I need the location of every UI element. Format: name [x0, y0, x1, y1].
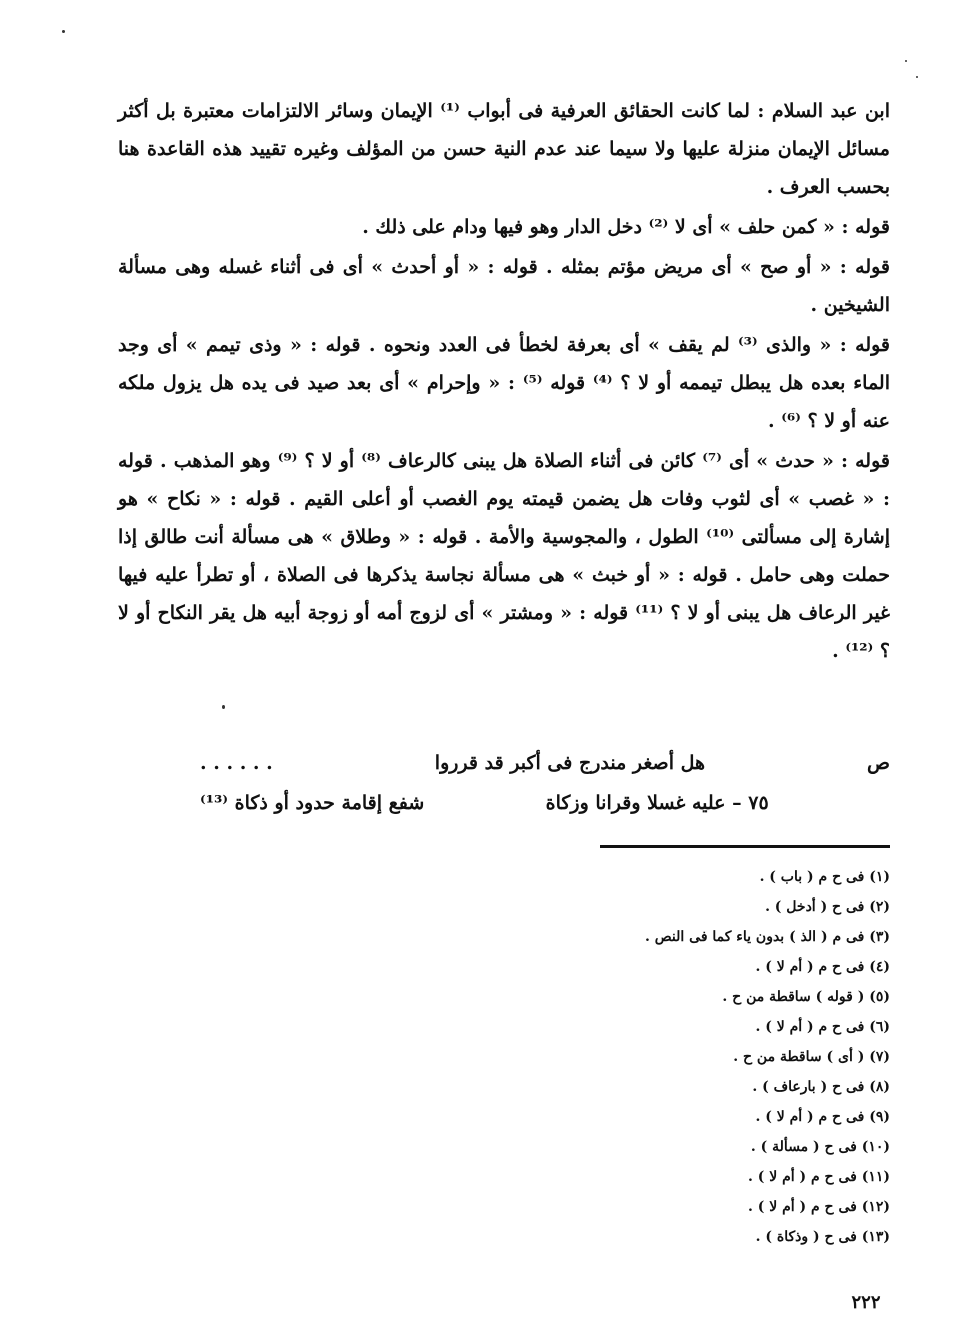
- footnote-separator: [600, 845, 890, 848]
- footnote: (٨) فى ح ( بارعاف ) .: [752, 1079, 890, 1095]
- paragraph: قوله : « أو صح » أى مريض مؤتم بمثله . قوله : « أو أحدث » أى فى أثناء غسله وهى مسألة الشيخين .: [118, 256, 890, 316]
- verse-block: [200, 743, 890, 823]
- page-number: ٢٢٢: [851, 1292, 881, 1313]
- verse-hemistich: شفع إقامة حدود أو ذكاة ⁽¹³⁾: [200, 792, 425, 814]
- verse-hemistich: . . . . . .: [200, 752, 273, 774]
- footnote: (٧) ( أى ) ساقطة من ح .: [733, 1049, 890, 1065]
- verse-line: [200, 743, 890, 783]
- footnote: (١) فى ح م ( باب ) .: [759, 869, 890, 885]
- footnote: (٤) فى ح م ( أم لا ) .: [755, 959, 890, 975]
- verse-label: ص: [867, 752, 890, 774]
- footnote: (٣) فى م ( الذ ) بدون ياء كما فى النص .: [645, 929, 890, 945]
- footnotes: [560, 862, 890, 1252]
- paragraph: قوله : « كمن حلف » أى لا ⁽²⁾ دخل الدار وهو فيها ودام على ذلك .: [362, 216, 890, 238]
- scan-speck: [916, 76, 918, 78]
- scan-speck: [62, 30, 65, 33]
- verse-line: [200, 783, 890, 823]
- verse-hemistich: ٧٥ – عليه غسلا وقرانا وزكاة: [545, 792, 769, 814]
- footnote: (١٣) فى ح ( وذكاة ) .: [755, 1229, 890, 1245]
- footnote: (٢) فى ح ( أدخل ) .: [765, 899, 890, 915]
- footnote: (١١) فى ح م ( أم لا ) .: [747, 1169, 890, 1185]
- verse-hemistich: هل أصغر مندرج فى أكبر قد قرروا: [434, 752, 705, 774]
- paragraph: ابن عبد السلام : لما كانت الحقائق العرفية فى أبواب ⁽¹⁾ الإيمان وسائر الالتزامات معتبرة بل أكثر مسائل الإيمان منزلة عليها ولا سيما عند عدم النية حسن من المؤلف وغيره تقييد هذه القاعدة هنا بحسب العرف .: [118, 100, 890, 198]
- main-text: [118, 92, 890, 672]
- scan-speck: [905, 60, 907, 62]
- paragraph: قوله : « حدث » أى ⁽⁷⁾ كائن فى أثناء الصلاة هل يبنى كالرعاف ⁽⁸⁾ أو لا ؟ ⁽⁹⁾ وهو المذهب . قوله : « غصب » أى لثوب وفات هل يضمن قيمته يوم الغصب أو أعلى القيم . قوله : « نكاح » هو إشارة إلى مسألتى ⁽¹⁰⁾ الطول ، والمجوسية والأمة . قوله : « وطلاق » هى مسألة أنت طالق إذا حملت وهى حامل . قوله : « أو خبث » هى مسألة نجاسة يذكرها فى الصلاة ، أو تطرأ عليه فيها غير الرعاف هل يبنى أو لا ؟ ⁽¹¹⁾ قوله : « ومشتر » أى لزوج أمه أو زوجة أبيه هل يقر النكاح أو لا ؟ ⁽¹²⁾ .: [118, 450, 890, 662]
- footnote: (٥) ( قوله ) ساقطة من ح .: [722, 989, 890, 1005]
- footnote: (١٠) فى ح ( مسألة ) .: [750, 1139, 890, 1155]
- paragraph: قوله : « والذى ⁽³⁾ لم يقف » أى بعرفة لخطأ فى العدد ونحوه . قوله : « وذى تيمم » أى وجد الماء بعده هل يبطل تيممه أو لا ؟ ⁽⁴⁾ قوله ⁽⁵⁾ : « وإحرام » أى بعد صيد فى يده هل يزول ملكه عنه أو لا ؟ ⁽⁶⁾ .: [118, 334, 891, 432]
- footnote: (٩) فى ح م ( أم لا ) .: [755, 1109, 890, 1125]
- scan-speck: [222, 705, 225, 709]
- footnote: (٦) فى ح م ( أم لا ) .: [755, 1019, 890, 1035]
- footnote: (١٢) فى ح م ( أم لا ) .: [747, 1199, 890, 1215]
